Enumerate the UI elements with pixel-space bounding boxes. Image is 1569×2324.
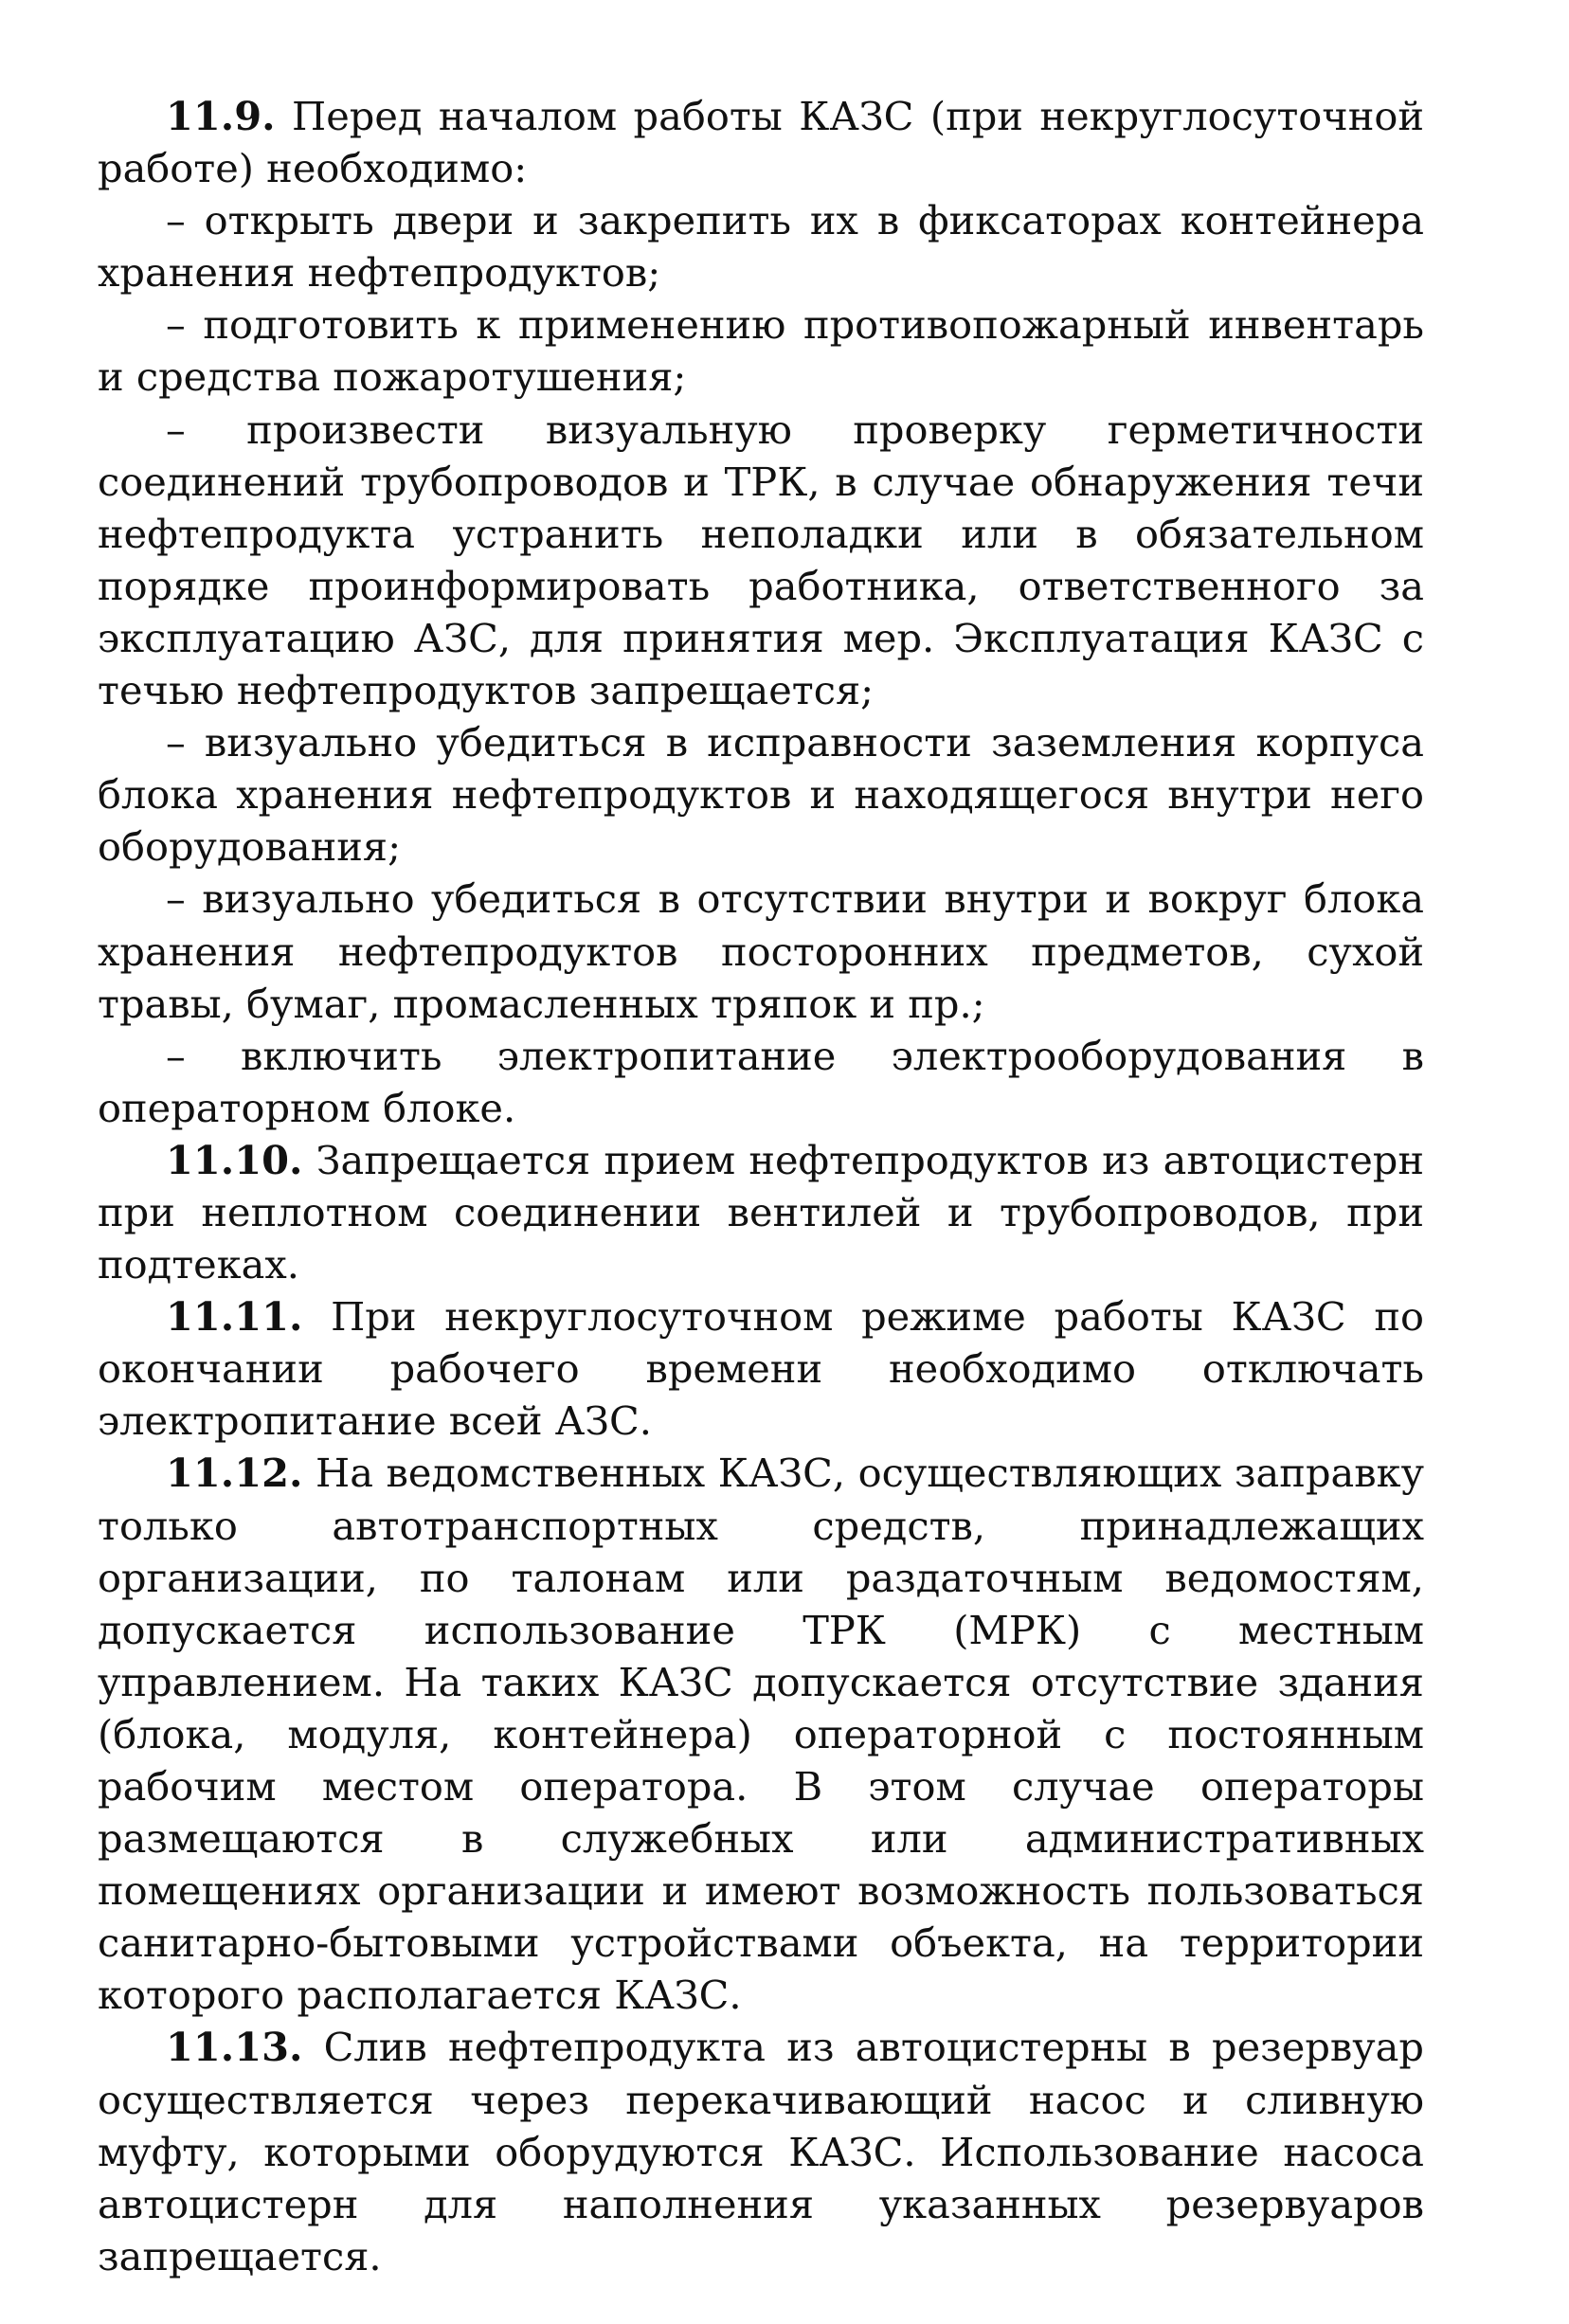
list-item <box>98 194 1424 298</box>
paragraph-11-10 <box>98 1134 1424 1290</box>
list-item-text: – открыть двери и закрепить их в фиксаторах контейнера хранения нефтепродуктов; <box>98 197 1424 297</box>
section-number: 11.9. <box>166 93 276 139</box>
section-number: 11.11. <box>166 1293 303 1341</box>
list-item <box>98 404 1424 717</box>
list-item <box>98 1030 1424 1134</box>
section-number: 11.13. <box>166 2024 303 2071</box>
paragraph-text: На ведомственных КАЗС, осуществляющих заправку только автотранспортных средств, принадлежащих организации, по талонам или раздаточным ведомостям, допускается использование ТРК (МРК) с местным управлением. На таких КАЗС допускается отсутствие здания (блока, модуля, контейнера) операторной с постоянным рабочим местом оператора. В этом случае операторы размещаются в служебных или административных помещениях организации и имеют возможность пользоваться санитарно-бытовыми устройствами объекта, на территории которого располагается КАЗС. <box>98 1450 1424 2019</box>
paragraph-text: Перед началом работы КАЗС (при некруглосуточной работе) необходимо: <box>98 93 1424 192</box>
list-item-text: – визуально убедиться в отсутствии внутри и вокруг блока хранения нефтепродуктов посторонних предметов, сухой травы, бумаг, промасленных тряпок и пр.; <box>98 875 1424 1027</box>
paragraph-text: При некруглосуточном режиме работы КАЗС по окончании рабочего времени необходимо отключать электропитание всей АЗС. <box>98 1293 1424 1445</box>
list-item-text: – подготовить к применению противопожарный инвентарь и средства пожаротушения; <box>98 301 1424 401</box>
list-item-text: – включить электропитание электрооборудования в операторном блоке. <box>98 1032 1424 1131</box>
paragraph-text: Слив нефтепродукта из автоцистерны в резервуар осуществляется через перекачивающий насос и сливную муфту, которыми оборудуются КАЗС. Использование насоса автоцистерн для наполнения указанных резервуаров запрещается. <box>98 2024 1424 2279</box>
list-item-text: – произвести визуальную проверку герметичности соединений трубопроводов и ТРК, в случае обнаружения течи нефтепродукта устранить неполадки или в обязательном порядке проинформировать работника, ответственного за эксплуатацию АЗС, для принятия мер. Эксплуатация КАЗС с течью нефтепродуктов запрещается; <box>98 405 1424 714</box>
list-item <box>98 298 1424 403</box>
document-page <box>98 90 1424 2282</box>
paragraph-11-12 <box>98 1447 1424 2021</box>
list-item-text: – визуально убедиться в исправности заземления корпуса блока хранения нефтепродуктов и находящегося внутри него оборудования; <box>98 719 1424 871</box>
paragraph-text: Запрещается прием нефтепродуктов из автоцистерн при неплотном соединении вентилей и трубопроводов, при подтеках. <box>98 1136 1424 1288</box>
paragraph-11-13 <box>98 2021 1424 2281</box>
section-number: 11.12. <box>166 1450 303 1497</box>
section-number: 11.10. <box>166 1136 303 1183</box>
paragraph-11-9 <box>98 90 1424 194</box>
list-item <box>98 716 1424 873</box>
list-item <box>98 873 1424 1029</box>
paragraph-11-11 <box>98 1290 1424 1447</box>
